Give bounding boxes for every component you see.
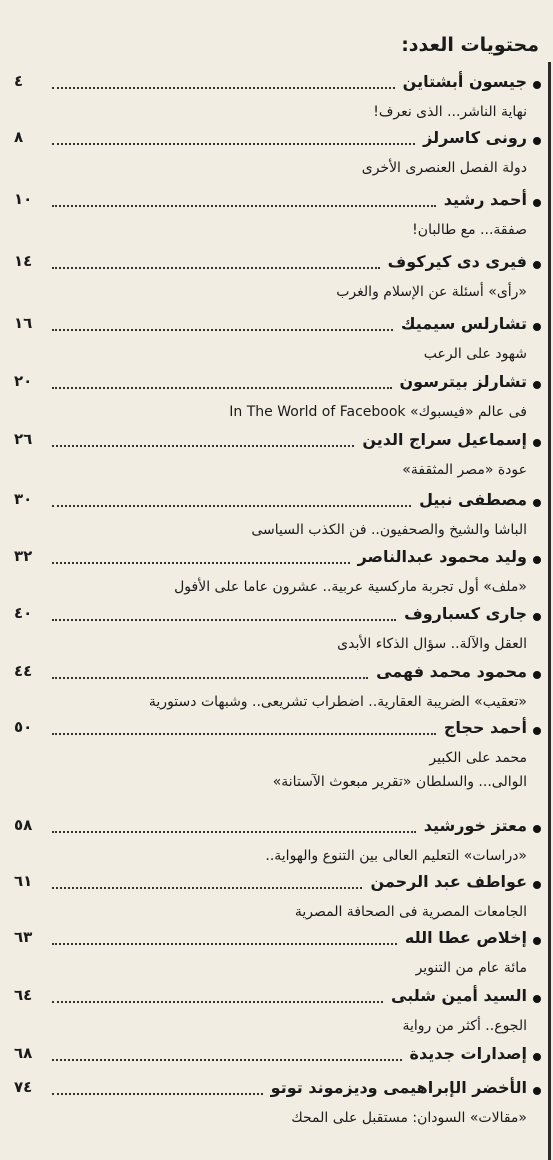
entry-author: السيد أمين شلبى [391, 986, 527, 1005]
contents-entry[interactable] [14, 1078, 541, 1128]
entry-author: مصطفى نبيل [419, 490, 527, 509]
dot-leader [52, 733, 436, 735]
entry-author: فيرى دى كيركوف [387, 252, 527, 271]
dot-leader [52, 1001, 383, 1003]
entry-author: محمود محمد فهمى [376, 662, 527, 681]
entry-title: نهاية الناشر... الذى نعرف! [373, 104, 527, 120]
bullet-icon [533, 1053, 541, 1061]
entry-author: وليد محمود عبدالناصر [357, 547, 527, 566]
bullet-icon [533, 323, 541, 331]
contents-entry[interactable] [14, 72, 541, 122]
entry-page-number: ٧٤ [14, 1078, 33, 1096]
entry-author-row [14, 430, 541, 456]
entry-title: الجامعات المصرية فى الصحافة المصرية [294, 904, 527, 920]
entry-title: صفقة... مع طالبان! [412, 222, 527, 238]
entry-page-number: ٢٦ [14, 430, 33, 448]
entry-page-number: ٦٨ [14, 1044, 33, 1062]
contents-entry[interactable] [14, 662, 541, 712]
entry-title: شهود على الرعب [423, 346, 527, 362]
entry-page-number: ٨ [14, 128, 24, 146]
entry-page-number: ١٠ [14, 190, 33, 208]
entry-author-row [14, 72, 541, 98]
entry-author: إصدارات جديدة [409, 1044, 527, 1063]
bullet-icon [533, 381, 541, 389]
bullet-icon [533, 199, 541, 207]
dot-leader [52, 143, 415, 145]
entry-author: تشارلز بيترسون [399, 372, 527, 391]
bullet-icon [533, 825, 541, 833]
entry-page-number: ٥٠ [14, 718, 33, 736]
entry-author: رونى كاسرلز [423, 128, 527, 147]
dot-leader [52, 677, 368, 679]
entry-author-row [14, 490, 541, 516]
contents-entry[interactable] [14, 816, 541, 866]
contents-entry[interactable] [14, 872, 541, 922]
entry-author-row [14, 128, 541, 154]
entry-author-row [14, 604, 541, 630]
entry-page-number: ٤ [14, 72, 24, 90]
entry-page-number: ٦٤ [14, 986, 33, 1004]
bullet-icon [533, 1087, 541, 1095]
entry-title: «ملف» أول تجربة ماركسية عربية.. عشرون عاما على الأفول [174, 579, 527, 595]
dot-leader [52, 831, 416, 833]
bullet-icon [533, 671, 541, 679]
bullet-icon [533, 137, 541, 145]
bullet-icon [533, 881, 541, 889]
entry-title: الباشا والشيخ والصحفيون.. فن الكذب السياسى [251, 522, 527, 538]
entry-author: إخلاص عطا الله [404, 928, 527, 947]
entry-author-row [14, 252, 541, 278]
entry-page-number: ٣٢ [14, 547, 33, 565]
contents-entry[interactable] [14, 372, 541, 422]
entry-page-number: ٤٤ [14, 662, 33, 680]
contents-entry[interactable] [14, 430, 541, 480]
entry-title: مائة عام من التنوير [415, 960, 527, 976]
entry-title: «مقالات» السودان: مستقبل على المحك [291, 1110, 527, 1126]
margin-rule [548, 62, 551, 1160]
entry-title: دولة الفصل العنصرى الأخرى [361, 160, 527, 176]
entry-title: عودة «مصر المثقفة» [402, 462, 527, 478]
entry-author: الأخضر الإبراهيمى وديزموند توتو [270, 1078, 527, 1097]
dot-leader [52, 1059, 402, 1061]
bullet-icon [533, 937, 541, 945]
dot-leader [52, 329, 393, 331]
contents-heading: محتويات العدد: [401, 34, 539, 56]
contents-entry[interactable] [14, 1044, 541, 1070]
bullet-icon [533, 613, 541, 621]
entry-author-row [14, 314, 541, 340]
entry-title: الوالى... والسلطان «تقرير مبعوث الآستانة» [272, 774, 527, 790]
entry-author: معتز خورشيد [423, 816, 527, 835]
entry-page-number: ٢٠ [14, 372, 33, 390]
contents-entry[interactable] [14, 718, 541, 792]
entry-author-row [14, 372, 541, 398]
contents-entry[interactable] [14, 314, 541, 364]
entry-author-row [14, 662, 541, 688]
bullet-icon [533, 439, 541, 447]
entry-title: «تعقيب» الضريبة العقارية.. اضطراب تشريعى.. وشبهات دستورية [148, 694, 527, 710]
entry-author-row [14, 190, 541, 216]
dot-leader [52, 887, 362, 889]
contents-entry[interactable] [14, 252, 541, 302]
entry-author-row [14, 872, 541, 898]
entry-author: إسماعيل سراج الدين [362, 430, 527, 449]
dot-leader [52, 445, 354, 447]
contents-entry[interactable] [14, 604, 541, 654]
dot-leader [52, 1093, 263, 1095]
entry-author-row [14, 547, 541, 573]
entry-author-row [14, 986, 541, 1012]
dot-leader [52, 387, 392, 389]
bullet-icon [533, 556, 541, 564]
dot-leader [52, 562, 350, 564]
entry-title: الجوع.. أكثر من رواية [402, 1018, 527, 1034]
dot-leader [52, 87, 395, 89]
entry-page-number: ٥٨ [14, 816, 33, 834]
entry-author: تشارلس سيميك [400, 314, 527, 333]
bullet-icon [533, 261, 541, 269]
dot-leader [52, 267, 380, 269]
entry-title: فى عالم «فيسبوك» In The World of Facebook [229, 404, 527, 420]
entry-author: أحمد رشيد [443, 190, 527, 209]
dot-leader [52, 505, 411, 507]
contents-entry[interactable] [14, 547, 541, 597]
contents-entry[interactable] [14, 490, 541, 540]
entry-author: عواطف عبد الرحمن [370, 872, 527, 891]
entry-author-row [14, 928, 541, 954]
entry-title: العقل والآلة.. سؤال الذكاء الأبدى [337, 636, 527, 652]
entry-page-number: ٣٠ [14, 490, 33, 508]
bullet-icon [533, 727, 541, 735]
entry-author-row [14, 1078, 541, 1104]
entry-author-row [14, 816, 541, 842]
dot-leader [52, 943, 397, 945]
dot-leader [52, 205, 436, 207]
entry-page-number: ١٦ [14, 314, 33, 332]
contents-entry[interactable] [14, 190, 541, 240]
bullet-icon [533, 81, 541, 89]
entry-author-row [14, 1044, 541, 1070]
dot-leader [52, 619, 396, 621]
entry-page-number: ٦٣ [14, 928, 33, 946]
contents-entry[interactable] [14, 928, 541, 978]
entry-author: جيسون أبشتاين [402, 72, 527, 91]
bullet-icon [533, 995, 541, 1003]
entry-author: جارى كسباروف [404, 604, 527, 623]
contents-entry[interactable] [14, 128, 541, 178]
contents-entry[interactable] [14, 986, 541, 1036]
entry-page-number: ١٤ [14, 252, 33, 270]
entry-page-number: ٦١ [14, 872, 33, 890]
entry-author: أحمد حجاج [443, 718, 527, 737]
entry-title: «رأى» أسئلة عن الإسلام والغرب [336, 284, 527, 300]
entry-page-number: ٤٠ [14, 604, 33, 622]
entry-author-row [14, 718, 541, 744]
bullet-icon [533, 499, 541, 507]
entry-title: محمد على الكبير [429, 750, 527, 766]
entry-title: «دراسات» التعليم العالى بين التنوع والهواية.. [265, 848, 527, 864]
